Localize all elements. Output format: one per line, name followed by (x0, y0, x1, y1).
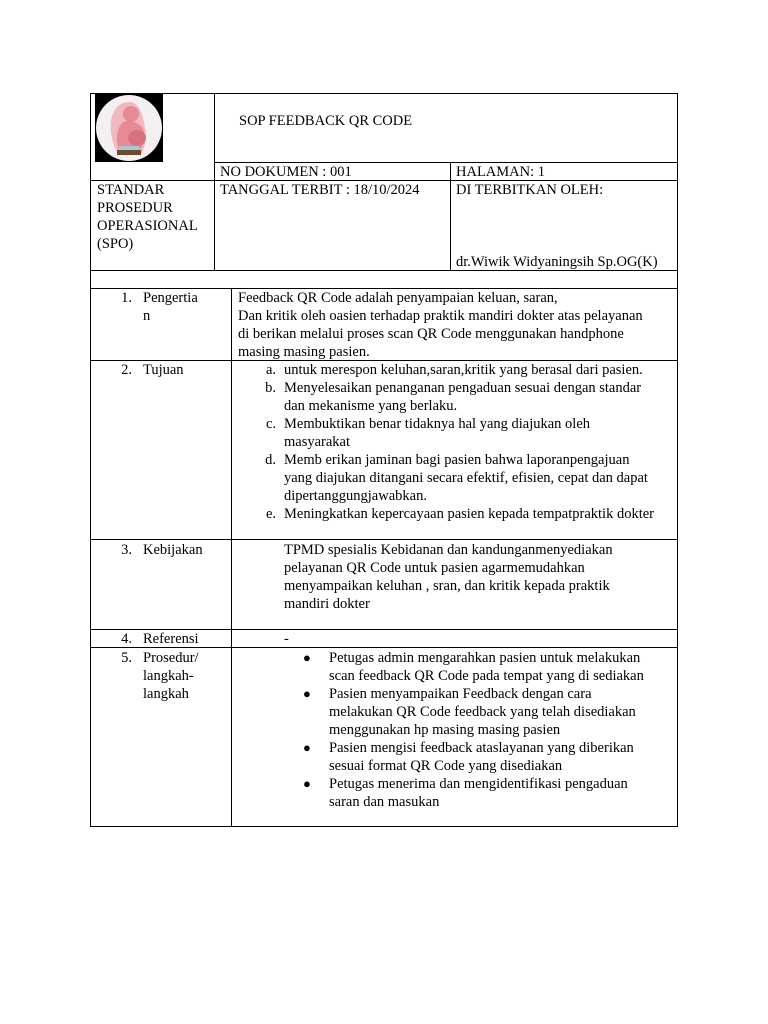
document-title: SOP FEEDBACK QR CODE (239, 113, 413, 129)
section-4-number: 4. (121, 631, 132, 647)
list-item: c. Membuktikan benar tidaknya hal yang diajukan oleh masyarakat (265, 416, 591, 450)
list-item: a. untuk merespon keluhan,saran,kritik yang berasal dari pasien. (265, 362, 643, 378)
section-2-number: 2. (121, 362, 132, 378)
section-2-label: Tujuan (143, 362, 184, 378)
section-3-label: Kebijakan (143, 542, 203, 558)
list-item: d. Memb erikan jaminan bagi pasien bahwa laporanpengajuan yang diajukan ditangani secara efektif, efisien, cepat dan dapat dipertanggungjawabkan. (265, 452, 648, 504)
bullet-icon: ● (303, 650, 311, 665)
section-1-number: 1. (121, 290, 132, 306)
prosedur-list (303, 649, 644, 811)
list-item: e. Meningkatkan kepercayaan pasien kepada tempatpraktik dokter (265, 506, 654, 522)
section-4-value: - (284, 631, 289, 647)
section-4-label: Referensi (143, 631, 199, 647)
signer-name: dr.Wiwik Widyaningsih Sp.OG(K) (456, 254, 658, 270)
section-5-label: Prosedur/ langkah- langkah (143, 650, 199, 702)
bullet-icon: ● (303, 740, 311, 755)
logo (95, 94, 163, 162)
issue-date: TANGGAL TERBIT : 18/10/2024 (220, 182, 420, 198)
bullet-icon: ● (303, 776, 311, 791)
tujuan-list (265, 361, 654, 523)
pregnant-woman-logo-icon (95, 94, 163, 162)
section-3-content: TPMD spesialis Kebidanan dan kandunganmenyediakan pelayanan QR Code untuk pasien agarmemudahkan menyampaikan keluhan , sran, dan kritik kepada praktik mandiri dokter (284, 542, 613, 612)
section-1-label: Pengertia n (143, 290, 198, 324)
list-item: ● Pasien menyampaikan Feedback dengan cara melakukan QR Code feedback yang telah disediakan menggunakan hp masing masing pasien (303, 686, 636, 738)
section-3-number: 3. (121, 542, 132, 558)
issued-by-label: DI TERBITKAN OLEH: (456, 182, 604, 198)
section-1-content: Feedback QR Code adalah penyampaian keluan, saran, Dan kritik oleh oasien terhadap praktik mandiri dokter atas pelayanan di berikan melalui proses scan QR Code menggunakan handphone masing masing pasien. (238, 290, 643, 360)
page-number: HALAMAN: 1 (456, 164, 546, 180)
list-item: ● Petugas admin mengarahkan pasien untuk melakukan scan feedback QR Code pada tempat yang di sediakan (303, 650, 644, 684)
document-number: NO DOKUMEN : 001 (220, 164, 352, 180)
list-item: ● Petugas menerima dan mengidentifikasi pengaduan saran dan masukan (303, 776, 628, 810)
spo-label: STANDAR PROSEDUR OPERASIONAL (SPO) (97, 182, 198, 252)
bullet-icon: ● (303, 686, 311, 701)
section-5-number: 5. (121, 650, 132, 666)
list-item: b. Menyelesaikan penanganan pengaduan sesuai dengan standar dan mekanisme yang berlaku. (265, 380, 642, 414)
list-item: ● Pasien mengisi feedback ataslayanan yang diberikan sesuai format QR Code yang disediakan (303, 740, 634, 774)
